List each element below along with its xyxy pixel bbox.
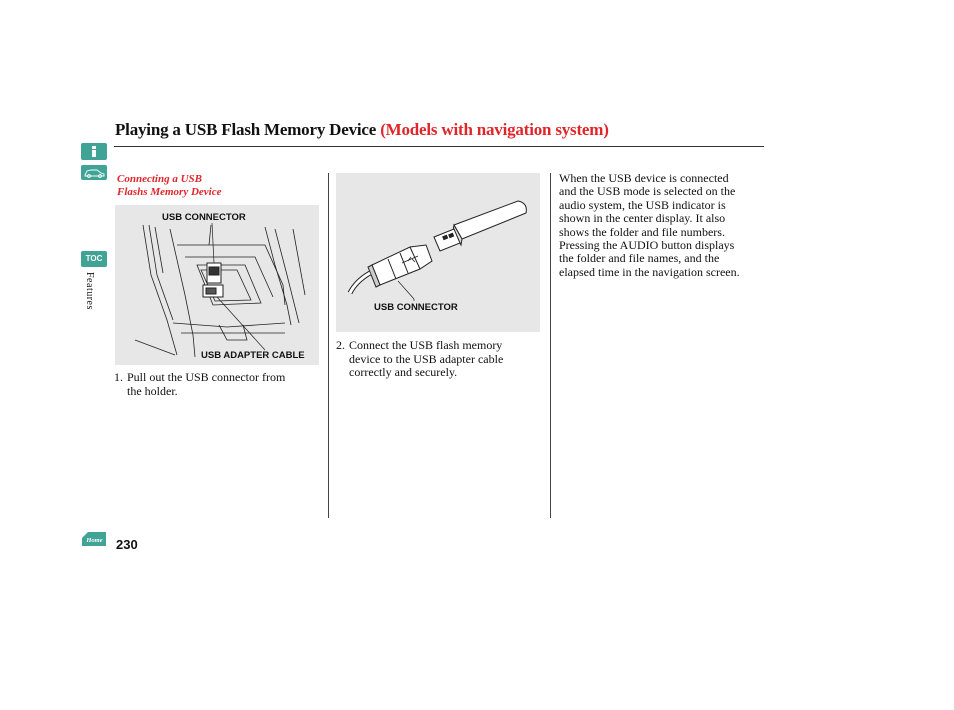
figure-label-usb-connector-2: USB CONNECTOR — [374, 302, 458, 313]
step-1-text: Pull out the USB connector from the holder. — [127, 370, 286, 398]
column-divider-2 — [550, 173, 551, 518]
info-icon[interactable] — [81, 143, 107, 160]
page-title — [115, 120, 609, 140]
figure-usb-flash-drive — [336, 173, 540, 332]
column-divider-1 — [328, 173, 329, 518]
car-icon[interactable] — [81, 165, 107, 180]
step-2-text: Connect the USB flash memory device to the USB adapter cable correctly and securely. — [349, 338, 504, 379]
step-2-number: 2. — [336, 338, 345, 352]
step-1-number: 1. — [114, 370, 123, 384]
subheading: Connecting a USB Flashs Memory Device — [117, 173, 222, 198]
page-number: 230 — [116, 537, 138, 552]
step-2 — [336, 339, 546, 384]
step-1 — [114, 371, 324, 401]
home-button[interactable] — [81, 531, 107, 547]
figure-usb-holder — [115, 205, 319, 365]
figure-label-usb-adapter-cable: USB ADAPTER CABLE — [201, 350, 305, 361]
title-rule — [114, 146, 764, 147]
title-main: Playing a USB Flash Memory Device — [115, 120, 377, 139]
section-label: Features — [84, 272, 95, 310]
title-qualifier: (Models with navigation system) — [380, 120, 609, 139]
home-label: Home — [86, 537, 103, 544]
toc-button[interactable]: TOC — [81, 251, 107, 267]
usb-indicator-description: When the USB device is connected and the USB mode is selected on the audio system, the USB indicator is shown in the center display. It also shows the folder and file numbers. Pressing the AUDIO button displays the folder and file names, and the elapsed time in the navigation screen. — [559, 171, 740, 279]
figure-label-usb-connector: USB CONNECTOR — [162, 212, 246, 223]
